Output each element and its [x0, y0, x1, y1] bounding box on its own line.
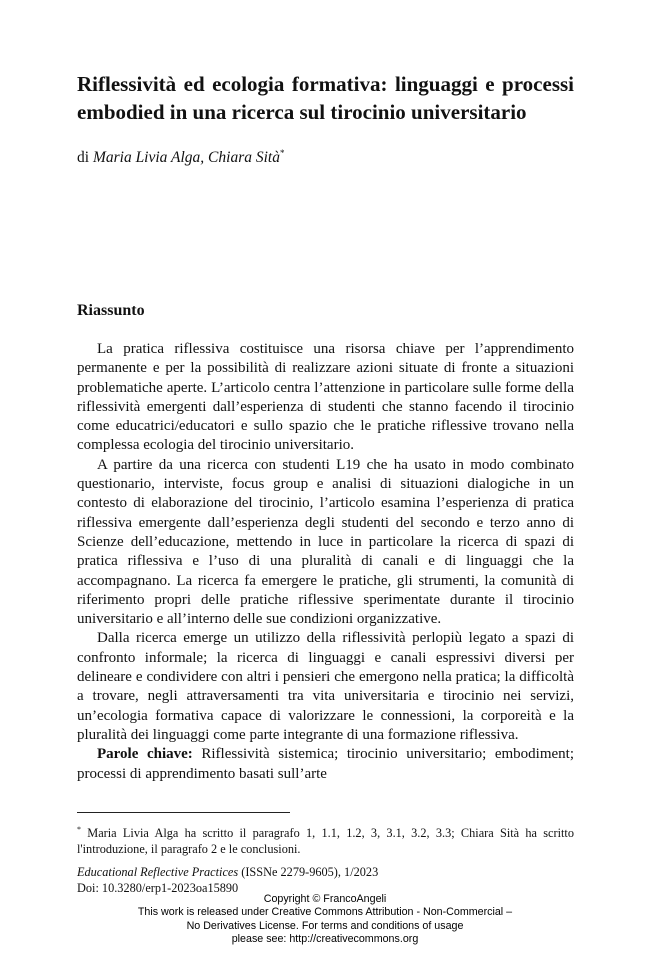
license-line: No Derivatives License. For terms and conditions of usage: [186, 919, 464, 932]
article-header: [77, 70, 574, 782]
author-line: [77, 148, 574, 168]
abstract-heading: Riassunto: [77, 302, 145, 319]
author-names: Maria Livia Alga, Chiara Sità: [92, 149, 280, 166]
keywords: [77, 745, 574, 784]
author-note-marker: *: [279, 147, 285, 158]
abstract-paragraph: La pratica riflessiva costituisce una risorsa chiave per l’apprendimento permanente e per la possibilità di realizzare azioni situate di fronte a situazioni problematiche aperte. L’articolo centra l’attenzione in particolare sulle forme della riflessività emergenti dall’esperienza di studenti che stanno facendo il tirocinio come educatrici/educatori e sullo spazio che le pratiche riflessive trovano nella complessa ecologia del tirocinio universitario.: [77, 341, 574, 454]
article-title: Riflessività ed ecologia formativa: linguaggi e processi embodied in una ricerca sul tirocinio universitario: [77, 72, 574, 124]
footnote-divider: [77, 812, 290, 813]
abstract-body: [77, 340, 574, 784]
footnote: [77, 822, 574, 857]
journal-info: [77, 864, 378, 896]
license-link[interactable]: please see: http://creativecommons.org: [231, 932, 419, 945]
license-line: This work is released under Creative Commons Attribution - Non-Commercial –: [137, 906, 513, 919]
journal-doi: Doi: 10.3280/erp1-2023oa15890: [77, 881, 239, 895]
keywords-label: Parole chiave:: [97, 746, 193, 763]
keywords-text: Riflessività sistemica; tirocinio universitario; embodiment; processi di apprendimento basati sull’arte: [77, 746, 574, 782]
license-notice: [0, 893, 650, 946]
license-copyright: Copyright © FrancoAngeli: [263, 893, 387, 905]
authors-prefix: di: [77, 149, 93, 166]
abstract-paragraph: A partire da una ricerca con studenti L19 che ha usato in modo combinato questionario, interviste, focus group e analisi di situazioni dialogiche in un contesto di elaborazione del tirocinio, l’articolo esamina l’esperienza di pratica riflessiva emergente dall’esperienza degli studenti del secondo e terzo anno di Scienze dell’educazione, mettendo in luce in particolare la ricerca di spazi di pratica riflessiva e l’uso di una pluralità di canali e di linguaggi che la accompagnano. La ricerca fa emergere le pratiche, gli strumenti, la comunità di riferimento propri delle pratiche riflessive sperimentate durante il tirocinio universitario e all’interno delle sue condizioni organizzative.: [77, 456, 574, 628]
footnote-text: Maria Livia Alga ha scritto il paragrafo 1, 1.1, 1.2, 3, 3.1, 3.2, 3.3; Chiara Sità ha scritto l'introduzione, il paragrafo 2 e le conclusioni.: [77, 826, 574, 857]
journal-name: Educational Reflective Practices: [77, 865, 239, 879]
footnote-marker: *: [77, 825, 81, 834]
journal-issue: (ISSNe 2279-9605), 1/2023: [238, 865, 379, 879]
abstract-paragraph: Dalla ricerca emerge un utilizzo della riflessività perlopiù legato a spazi di confronto informale; la ricerca di linguaggi e canali espressivi diversi per delineare e condividere con altri i pensieri che emergono nella pratica; la difficoltà a trovare, negli attraversamenti tra vita universitaria e tirocinio nei servizi, un’ecologia formativa capace di valorizzare le connessioni, la corporeità e la pluralità dei linguaggi come parte integrante di una formazione riflessiva.: [77, 630, 574, 743]
